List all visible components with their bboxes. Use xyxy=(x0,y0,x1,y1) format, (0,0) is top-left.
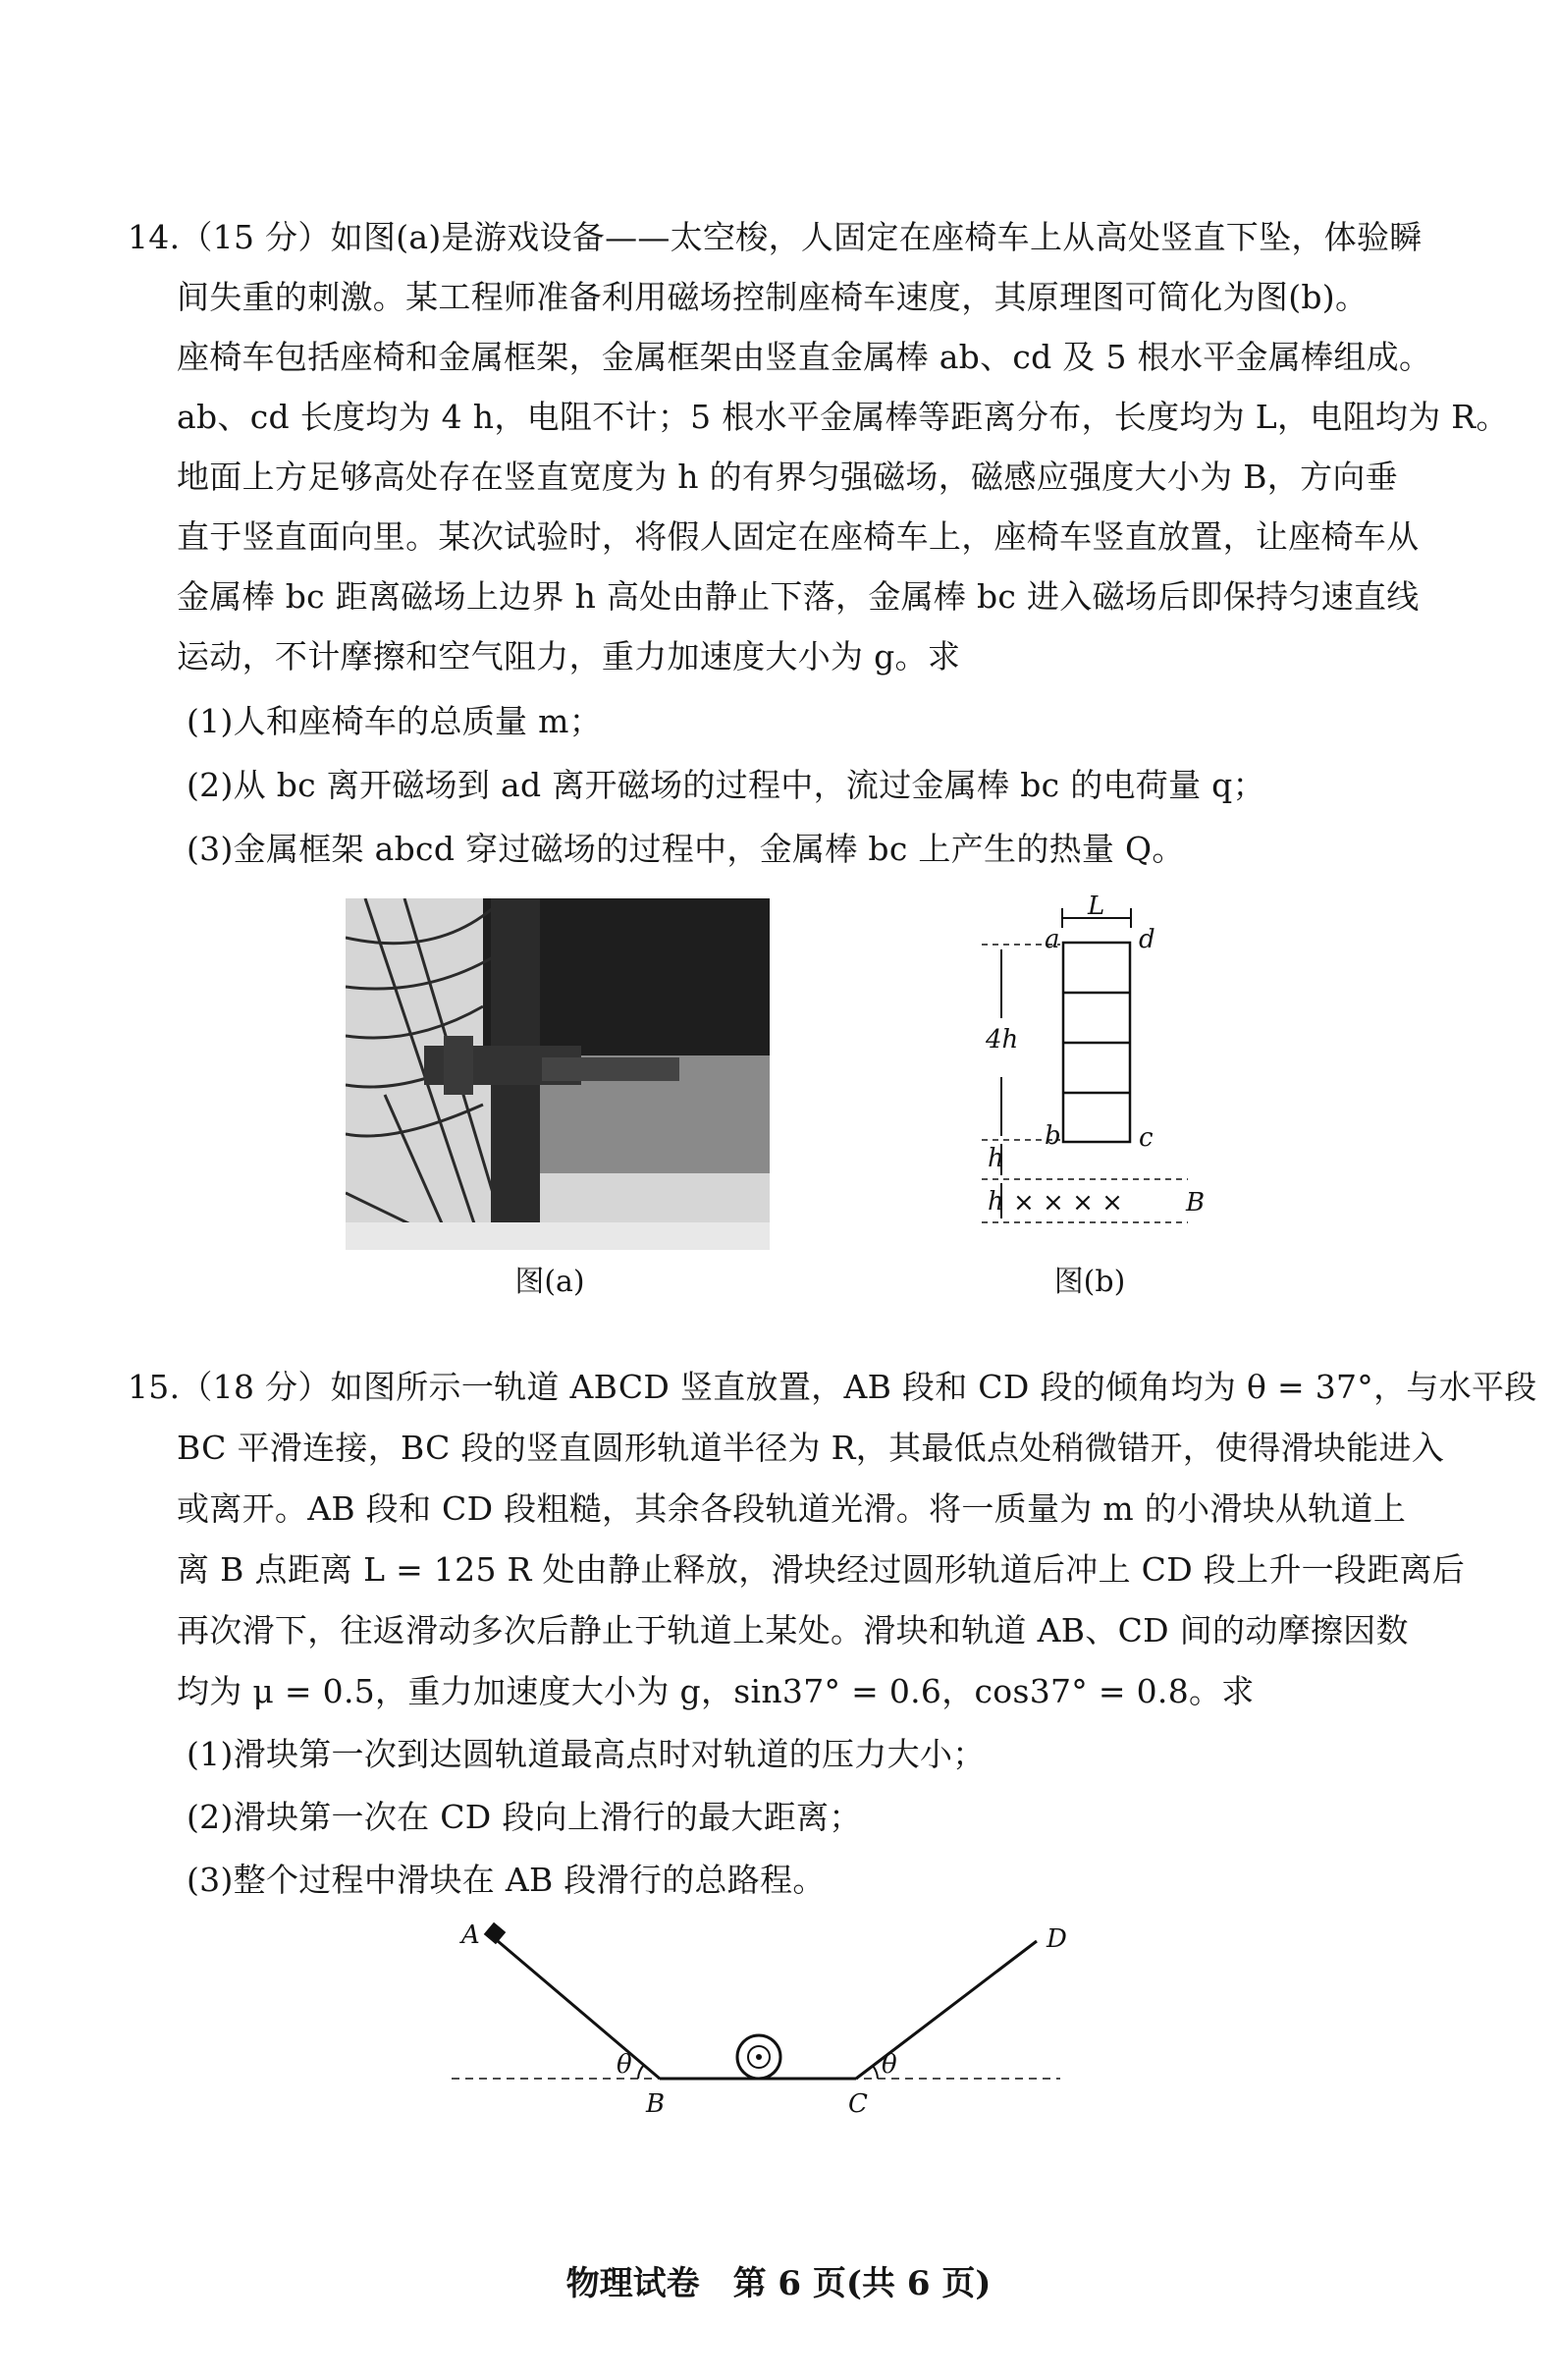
figure-a-photo xyxy=(346,898,770,1250)
q14-line-6: 直于竖直面向里。某次试验时，将假人固定在座椅车上，座椅车竖直放置，让座椅车从 xyxy=(177,517,1420,556)
q15-line-4: 离 B 点距离 L = 125 R 处由静止释放，滑块经过圆形轨道后冲上 CD 段上升一段距离后 xyxy=(177,1550,1466,1589)
q14-line-3: 座椅车包括座椅和金属框架，金属框架由竖直金属棒 ab、cd 及 5 根水平金属棒组成。 xyxy=(177,338,1432,376)
q14-line-4: ab、cd 长度均为 4 h，电阻不计；5 根水平金属棒等距离分布，长度均为 L，电阻均为 R。 xyxy=(177,398,1509,436)
label-a: a xyxy=(1045,925,1060,954)
label-theta-2: θ xyxy=(882,2050,897,2080)
q15-line-5: 再次滑下，往返滑动多次后静止于轨道上某处。滑块和轨道 AB、CD 间的动摩擦因数 xyxy=(177,1611,1409,1650)
figure-b-diagram xyxy=(962,889,1237,1252)
q15-sub-3: (3)整个过程中滑块在 AB 段滑行的总路程。 xyxy=(187,1861,826,1899)
q15-sub-2: (2)滑块第一次在 CD 段向上滑行的最大距离； xyxy=(187,1798,862,1836)
label-C-point: C xyxy=(848,2089,868,2116)
label-B: B xyxy=(1186,1188,1206,1217)
q15-line-3: 或离开。AB 段和 CD 段粗糙，其余各段轨道光滑。将一质量为 m 的小滑块从轨道上 xyxy=(177,1489,1407,1528)
q14-line-5: 地面上方足够高处存在竖直宽度为 h 的有界匀强磁场，磁感应强度大小为 B，方向垂 xyxy=(177,458,1398,496)
q14-line-1: 14.（15 分）如图(a)是游戏设备——太空梭，人固定在座椅车上从高处竖直下坠，体验瞬 xyxy=(128,218,1423,256)
figure-b-caption: 图(b) xyxy=(1053,1265,1126,1299)
figure-a-caption: 图(a) xyxy=(514,1265,585,1299)
label-theta-1: θ xyxy=(617,2050,632,2080)
q14-sub-2: (2)从 bc 离开磁场到 ad 离开磁场的过程中，流过金属棒 bc 的电荷量 q； xyxy=(187,766,1265,804)
q14-line-8: 运动，不计摩擦和空气阻力，重力加速度大小为 g。求 xyxy=(177,637,961,676)
label-D: D xyxy=(1047,1924,1067,1954)
q15-sub-1: (1)滑块第一次到达圆轨道最高点时对轨道的压力大小； xyxy=(187,1735,986,1773)
q14-sub-3: (3)金属框架 abcd 穿过磁场的过程中，金属棒 bc 上产生的热量 Q。 xyxy=(187,830,1185,868)
label-4h: 4h xyxy=(986,1025,1019,1055)
q15-line-1: 15.（18 分）如图所示一轨道 ABCD 竖直放置，AB 段和 CD 段的倾角均为 θ = 37°，与水平段 xyxy=(128,1368,1537,1406)
label-c: c xyxy=(1139,1123,1154,1153)
label-A: A xyxy=(461,1920,480,1950)
q14-sub-1: (1)人和座椅车的总质量 m； xyxy=(187,702,603,740)
q14-line-2: 间失重的刺激。某工程师准备利用磁场控制座椅车速度，其原理图可简化为图(b)。 xyxy=(177,278,1369,316)
label-b: b xyxy=(1045,1121,1061,1151)
label-B-point: B xyxy=(646,2089,666,2116)
page-footer: 物理试卷 第 6 页(共 6 页) xyxy=(565,2264,992,2303)
track-diagram xyxy=(432,1920,1100,2116)
q14-line-7: 金属棒 bc 距离磁场上边界 h 高处由静止下落，金属棒 bc 进入磁场后即保持匀速直线 xyxy=(177,577,1420,616)
label-h2: h xyxy=(988,1187,1004,1217)
q15-line-6: 均为 μ = 0.5，重力加速度大小为 g，sin37° = 0.6，cos37° = 0.8。求 xyxy=(177,1672,1255,1710)
label-h1: h xyxy=(988,1144,1004,1173)
label-d: d xyxy=(1139,925,1155,954)
field-crosses: × × × × xyxy=(1013,1188,1123,1217)
slider-block xyxy=(484,1922,507,1945)
q15-line-2: BC 平滑连接，BC 段的竖直圆形轨道半径为 R，其最低点处稍微错开，使得滑块能进入 xyxy=(177,1429,1445,1467)
label-L: L xyxy=(1088,892,1105,921)
